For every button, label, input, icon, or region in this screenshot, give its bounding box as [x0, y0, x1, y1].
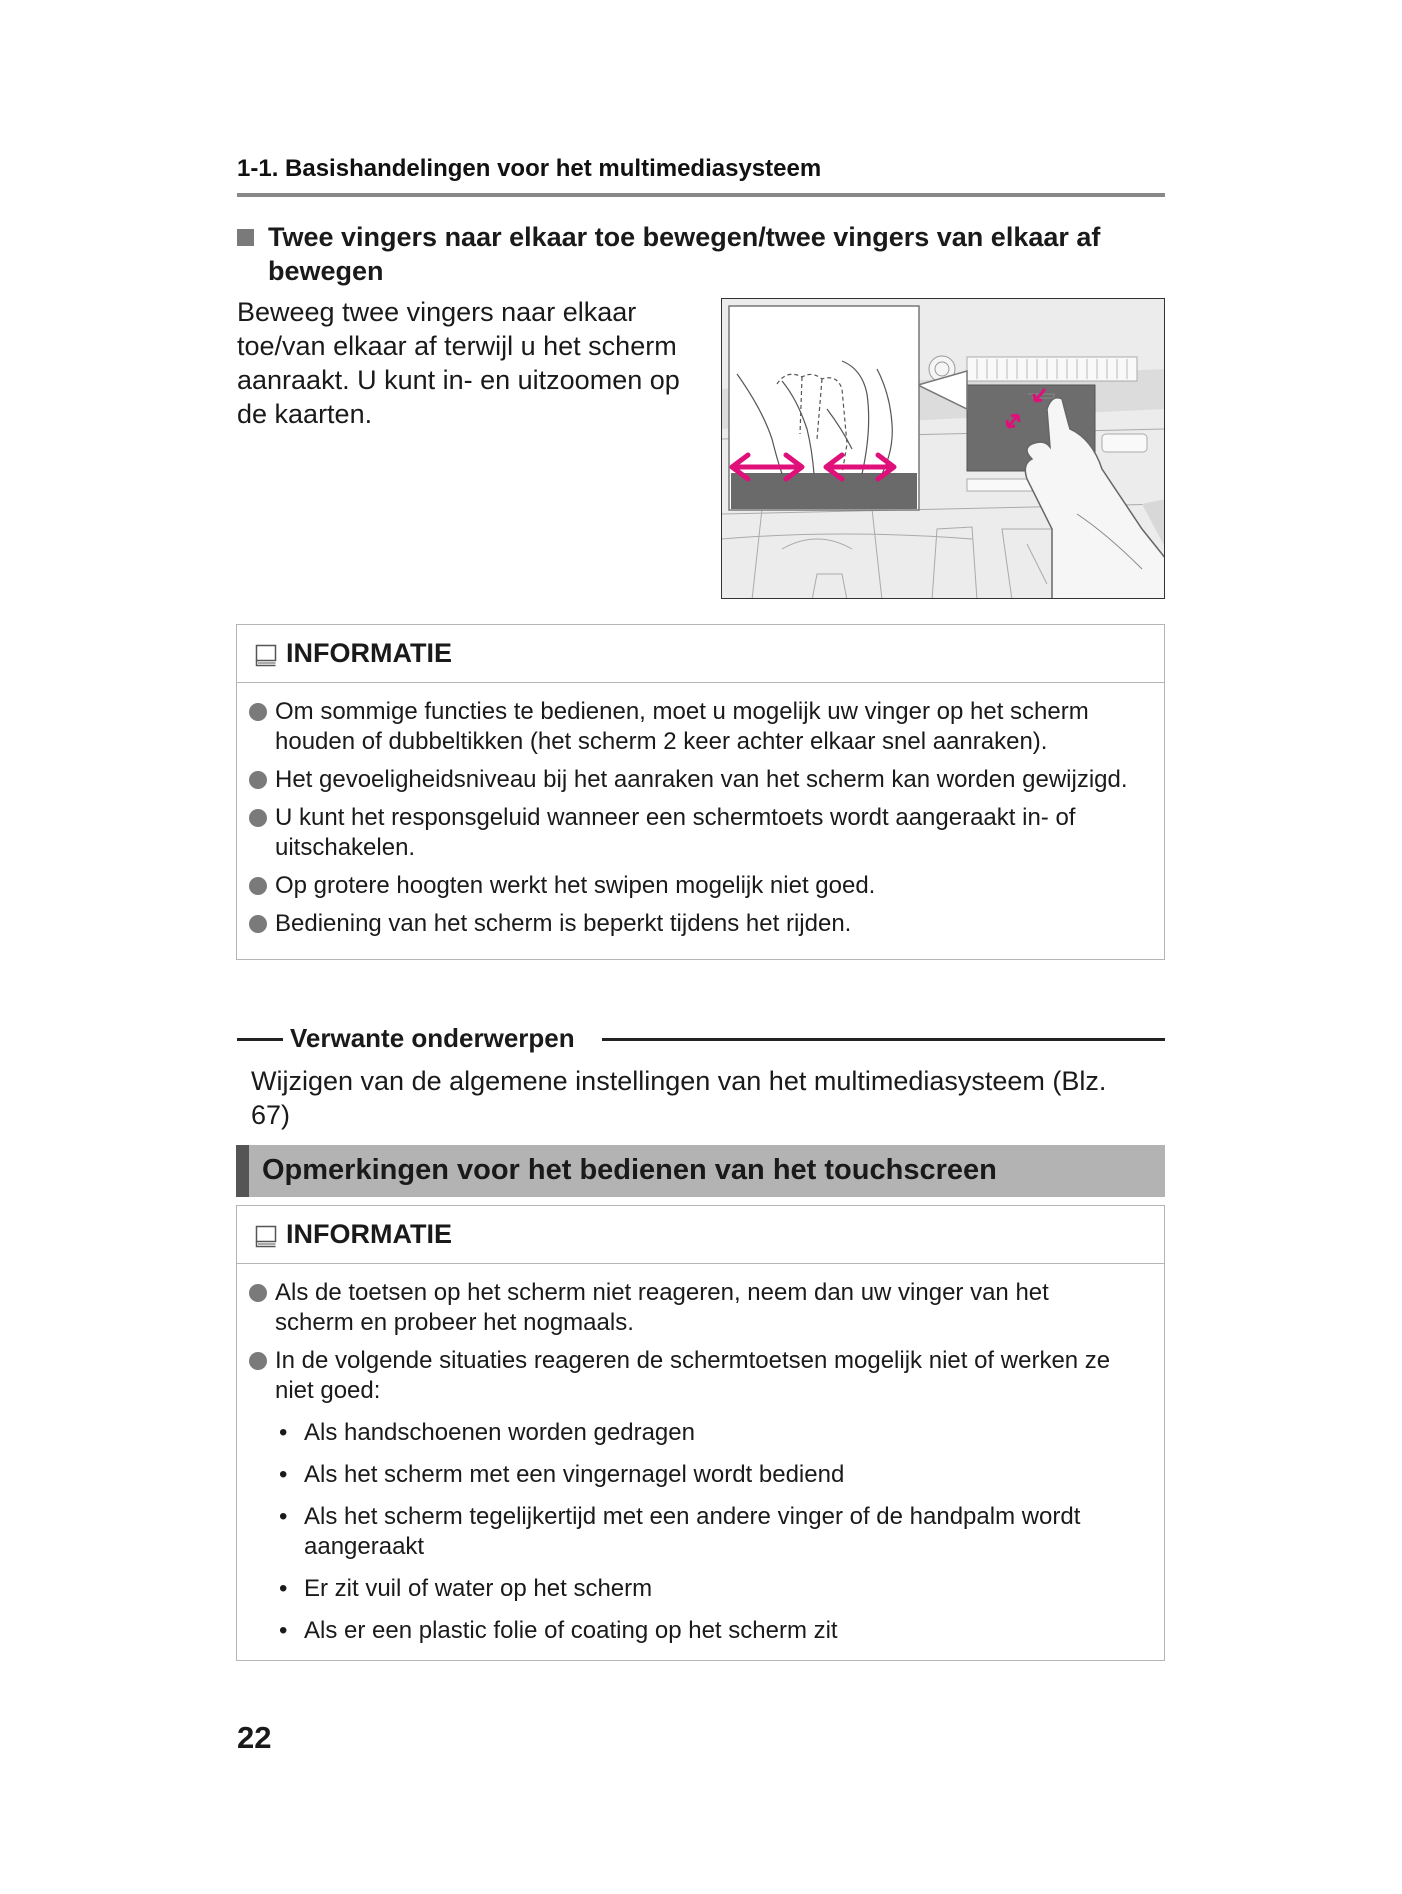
- sub-list-item-text: Als handschoenen worden gedragen: [304, 1419, 695, 1446]
- circle-bullet-icon: [249, 915, 267, 933]
- circle-bullet-icon: [249, 1352, 267, 1370]
- list-item-text: Om sommige functies te bedienen, moet u mogelijk uw vinger op het scherm houden of dubbeltikken (het scherm 2 keer achter elkaar snel aanraken).: [275, 698, 1089, 755]
- list-item-text: U kunt het responsgeluid wanneer een schermtoets wordt aangeraakt in- of uitschakelen.: [275, 804, 1076, 861]
- list-item-text: Bediening van het scherm is beperkt tijdens het rijden.: [275, 910, 852, 937]
- info-box-body: [237, 1264, 1164, 1660]
- page-number: 22: [237, 1720, 272, 1755]
- info-box-2: [236, 1205, 1165, 1661]
- sub-list-item-text: Als er een plastic folie of coating op het scherm zit: [304, 1617, 838, 1644]
- list-item: [249, 909, 1134, 939]
- sub-list-item-text: Als het scherm tegelijkertijd met een andere vinger of de handpalm wordt aangeraakt: [304, 1503, 1081, 1560]
- list-item-text: Op grotere hoogten werkt het swipen mogelijk niet goed.: [275, 872, 876, 899]
- book-icon: [255, 1225, 277, 1248]
- bullet-icon: •: [279, 1503, 288, 1530]
- related-topics-heading: [237, 1023, 1165, 1057]
- list-item: [249, 1346, 1134, 1406]
- header-rule: [237, 193, 1165, 197]
- circle-bullet-icon: [249, 877, 267, 895]
- info-box-header: [237, 1206, 1164, 1264]
- sub-list-item: [249, 1574, 1134, 1604]
- list-item-text: In de volgende situaties reageren de schermtoetsen mogelijk niet of werken ze niet goed:: [275, 1347, 1111, 1404]
- bullet-icon: •: [279, 1419, 288, 1446]
- book-icon: [255, 644, 277, 667]
- info-box-1: [236, 624, 1165, 960]
- list-item: [249, 697, 1134, 757]
- section-body: Beweeg twee vingers naar elkaar toe/van elkaar af terwijl u het scherm aanraakt. U kunt in- en uitzoomen op de kaarten.: [237, 297, 680, 429]
- list-item-text: Als de toetsen op het scherm niet reageren, neem dan uw vinger van het scherm en probeer het nogmaals.: [275, 1279, 1049, 1336]
- running-header: 1-1. Basishandelingen voor het multimediasysteem: [237, 155, 822, 182]
- banner-title: Opmerkingen voor het bedienen van het touchscreen: [262, 1154, 997, 1186]
- circle-bullet-icon: [249, 1284, 267, 1302]
- section-title-text: Twee vingers naar elkaar toe bewegen/twee vingers van elkaar af bewegen: [268, 222, 1101, 286]
- circle-bullet-icon: [249, 703, 267, 721]
- bullet-icon: •: [279, 1575, 288, 1602]
- section-banner: [236, 1145, 1165, 1197]
- section-title: [237, 220, 1137, 288]
- circle-bullet-icon: [249, 771, 267, 789]
- info-label: INFORMATIE: [286, 1219, 452, 1249]
- list-item: [249, 1278, 1134, 1338]
- list-item: [249, 803, 1134, 863]
- bullet-icon: •: [279, 1617, 288, 1644]
- sub-list-item: [249, 1460, 1134, 1490]
- pinch-zoom-illustration-svg: [722, 299, 1165, 599]
- info-box-header: [237, 625, 1164, 683]
- sub-list-item: [249, 1418, 1134, 1448]
- related-topic-link[interactable]: Wijzigen van de algemene instellingen van het multimediasysteem (Blz. 67): [251, 1066, 1107, 1130]
- banner-accent-bar: [236, 1145, 249, 1197]
- sub-list-item: [249, 1502, 1134, 1562]
- circle-bullet-icon: [249, 809, 267, 827]
- info-label: INFORMATIE: [286, 638, 452, 668]
- bullet-icon: •: [279, 1461, 288, 1488]
- list-item-text: Het gevoeligheidsniveau bij het aanraken van het scherm kan worden gewijzigd.: [275, 766, 1128, 793]
- square-bullet-icon: [237, 229, 254, 246]
- list-item: [249, 871, 1134, 901]
- related-label: Verwante onderwerpen: [290, 1023, 575, 1053]
- sub-list-item: [249, 1616, 1134, 1646]
- related-rule-right: [602, 1038, 1165, 1041]
- sub-list-item-text: Als het scherm met een vingernagel wordt bediend: [304, 1461, 845, 1488]
- list-item: [249, 765, 1134, 795]
- sub-list-item-text: Er zit vuil of water op het scherm: [304, 1575, 653, 1602]
- pinch-zoom-illustration: [721, 298, 1165, 599]
- related-rule-left: [237, 1038, 283, 1041]
- info-box-body: [237, 683, 1164, 959]
